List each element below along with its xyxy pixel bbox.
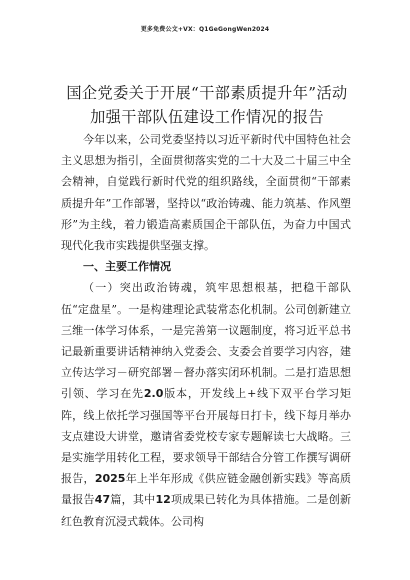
paragraph-political xyxy=(61,277,351,531)
watermark-text: 更多免费公文+VX：Q1GeGongWen2024 xyxy=(140,26,270,33)
paragraph-text: 年上半年形成《供应链金融创新实践》等高质量报告 xyxy=(61,472,352,507)
section-heading: 一、主要工作情况 xyxy=(83,260,171,274)
number-value: 47 xyxy=(94,493,111,507)
document-body xyxy=(61,129,351,532)
number-value: 2025 xyxy=(94,472,126,486)
document-title: 国企党委关于开展“干部素质提升年”活动加强干部队伍建设工作情况的报告 xyxy=(66,84,348,126)
intro-paragraph: 今年以来，公司党委坚持以习近平新时代中国特色社会主义思想为指引，全面贯彻落实党的二十大及二十届三中全会精神，自觉践行新时代党的组织路线，全面贯彻“干部素质提升年”工作部署，坚持以“政治铸魂、能力筑基、作风塑形”为主线，着力锻造高素质国企干部队伍，为奋力中国式现代化我市实践提供坚强支撑。 xyxy=(61,133,351,253)
number-value: 2.0 xyxy=(143,387,164,401)
paragraph-text: 项成果已转化为具体措施。二是创新红色教育沉浸式载体。公司构 xyxy=(61,493,351,528)
paragraph-text: 篇，其中 xyxy=(110,493,156,507)
number-value: 12 xyxy=(155,493,171,507)
paragraph-text: 版本，开发线上+线下双平台学习矩阵，线上依托学习强国等平台开展每日打卡，线下每月举办支点建设大讲堂，邀请省委党校专家专题解读七大战略。三是实施学用转化工程，要求领导干部结合分管工作撰写调研报告， xyxy=(61,387,352,486)
paragraph-text: （一）突出政治铸魂，筑牢思想根基，把稳干部队伍“定盘星”。一是构建理论武装常态化机制。公司创新建立三维一体学习体系，一是完善第一议题制度，将习近平总书记最新重要讲话精神纳入党委会、支委会首要学习内容，建立传达学习－研究部署－督办落实闭环机制。二是打造思想引领、学习在先 xyxy=(61,281,351,401)
